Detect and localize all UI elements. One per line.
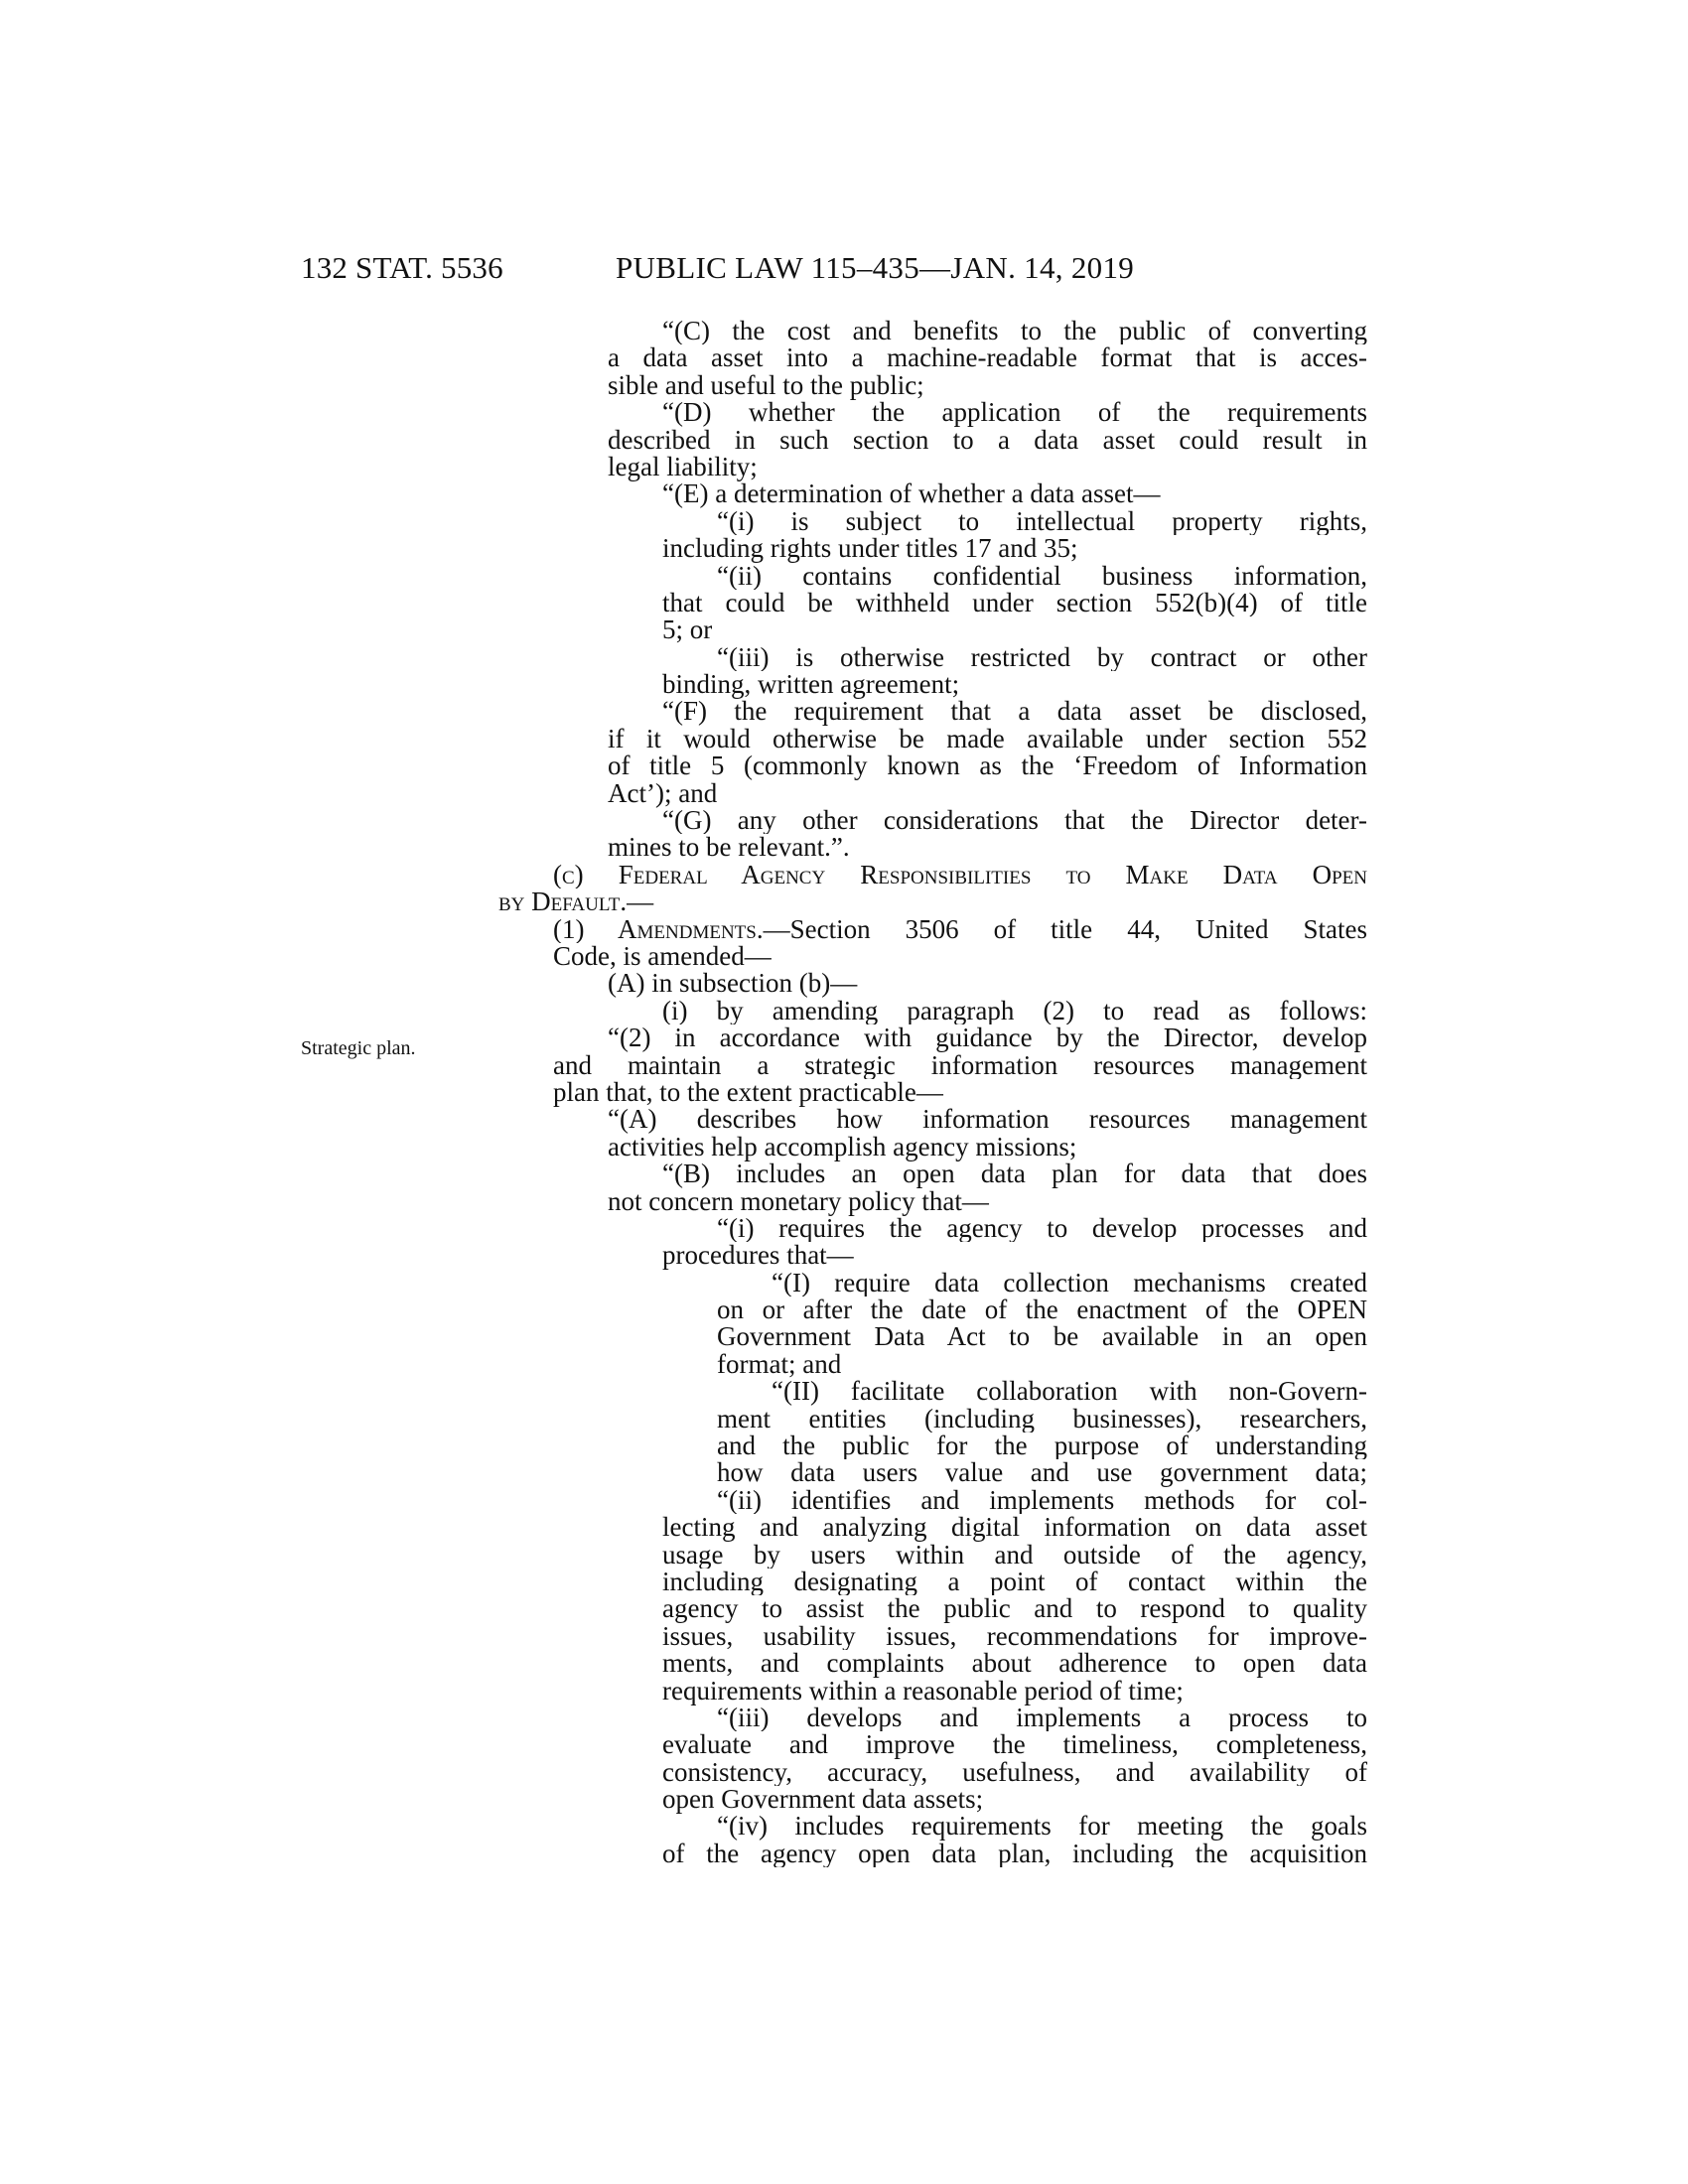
text-line: by Default.— [498,887,654,917]
text-line: ments, and complaints about adherence to open data [662,1650,1367,1678]
text-line: “(iii) is otherwise restricted by contract or other [717,643,1367,672]
text-line: procedures that— [662,1240,854,1271]
text-line: and the public for the purpose of understanding [717,1433,1367,1460]
text-line: Code, is amended— [553,940,772,971]
text-line: open Government data assets; [662,1784,984,1815]
text-line: “(E) a determination of whether a data asset— [662,478,1161,509]
text-line: legal liability; [608,451,758,481]
text-line: evaluate and improve the timeliness, completeness, [662,1731,1367,1759]
text-line: “(F) the requirement that a data asset be disclosed, [662,698,1367,726]
text-line: “(D) whether the application of the requirements [662,399,1367,427]
text-line: issues, usability issues, recommendations for improve- [662,1622,1367,1651]
text-line: plan that, to the extent practicable— [553,1076,943,1107]
page-running-head: PUBLIC LAW 115–435—JAN. 14, 2019 [616,250,1135,285]
text-line: “(ii) identifies and implements methods for col- [717,1486,1367,1515]
text-line: ment entities (including businesses), researchers, [717,1405,1367,1433]
text-line: Government Data Act to be available in an open [717,1323,1367,1351]
text-line: including rights under titles 17 and 35; [662,533,1078,564]
text-line: (1) Amendments.—Section 3506 of title 44, United States [553,915,1367,943]
text-line: “(I) require data collection mechanisms created [772,1269,1367,1297]
text-line: “(II) facilitate collaboration with non-Govern- [772,1378,1367,1406]
text-line: “(ii) contains confidential business information, [717,562,1367,590]
text-line: “(i) is subject to intellectual property rights, [717,507,1367,536]
text-line: usage by users within and outside of the agency, [662,1541,1367,1569]
text-line: “(iv) includes requirements for meeting the goals [717,1813,1367,1841]
text-line: on or after the date of the enactment of the OPEN [717,1297,1367,1324]
text-line: “(G) any other considerations that the Director deter- [662,807,1367,835]
text-line: format; and [717,1348,842,1379]
text-line: of the agency open data plan, including the acquisition [662,1840,1367,1868]
text-line: how data users value and use government data; [717,1459,1367,1487]
text-line: of title 5 (commonly known as the ‘Freedom of Information [608,752,1367,780]
text-line: if it would otherwise be made available under section 552 [608,725,1367,753]
text-line: a data asset into a machine-readable format that is acces- [608,344,1367,372]
margin-note-strategic-plan: Strategic plan. [301,1037,416,1059]
text-line: including designating a point of contact within the [662,1568,1367,1596]
text-line: “(iii) develops and implements a process to [717,1704,1367,1732]
text-line: “(B) includes an open data plan for data that does [662,1160,1367,1188]
page-stat-citation: 132 STAT. 5536 [301,250,503,285]
text-line: “(i) requires the agency to develop processes and [717,1214,1367,1243]
text-line: mines to be relevant.”. [608,832,850,863]
statute-body-text [0,318,1688,1867]
text-line: Act’); and [608,777,718,808]
text-line: “(2) in accordance with guidance by the Director, develop [608,1024,1367,1052]
text-line: (A) in subsection (b)— [608,968,858,999]
paragraph-heading: (1) Amendments.— [553,915,790,943]
text-line: agency to assist the public and to respond to quality [662,1595,1367,1623]
text-line: requirements within a reasonable period of time; [662,1675,1184,1706]
text-line: not concern monetary policy that— [608,1185,989,1216]
text-line: (i) by amending paragraph (2) to read as follows: [662,997,1367,1025]
text-line: lecting and analyzing digital information on data asset [662,1514,1367,1542]
text-line: sible and useful to the public; [608,369,924,400]
text-line: binding, written agreement; [662,669,960,700]
text-line: activities help accomplish agency missions; [608,1131,1077,1161]
text-line: consistency, accuracy, usefulness, and availability of [662,1758,1367,1787]
text-line: “(C) the cost and benefits to the public of converting [662,318,1367,345]
text-line: described in such section to a data asset could result in [608,426,1367,454]
text-line: and maintain a strategic information resources management [553,1051,1367,1079]
text-line: (c) Federal Agency Responsibilities to Make Data Open [553,861,1367,889]
text-line: 5; or [662,614,713,645]
text-line: that could be withheld under section 552(b)(4) of title [662,589,1367,617]
text-line: “(A) describes how information resources management [608,1106,1367,1134]
